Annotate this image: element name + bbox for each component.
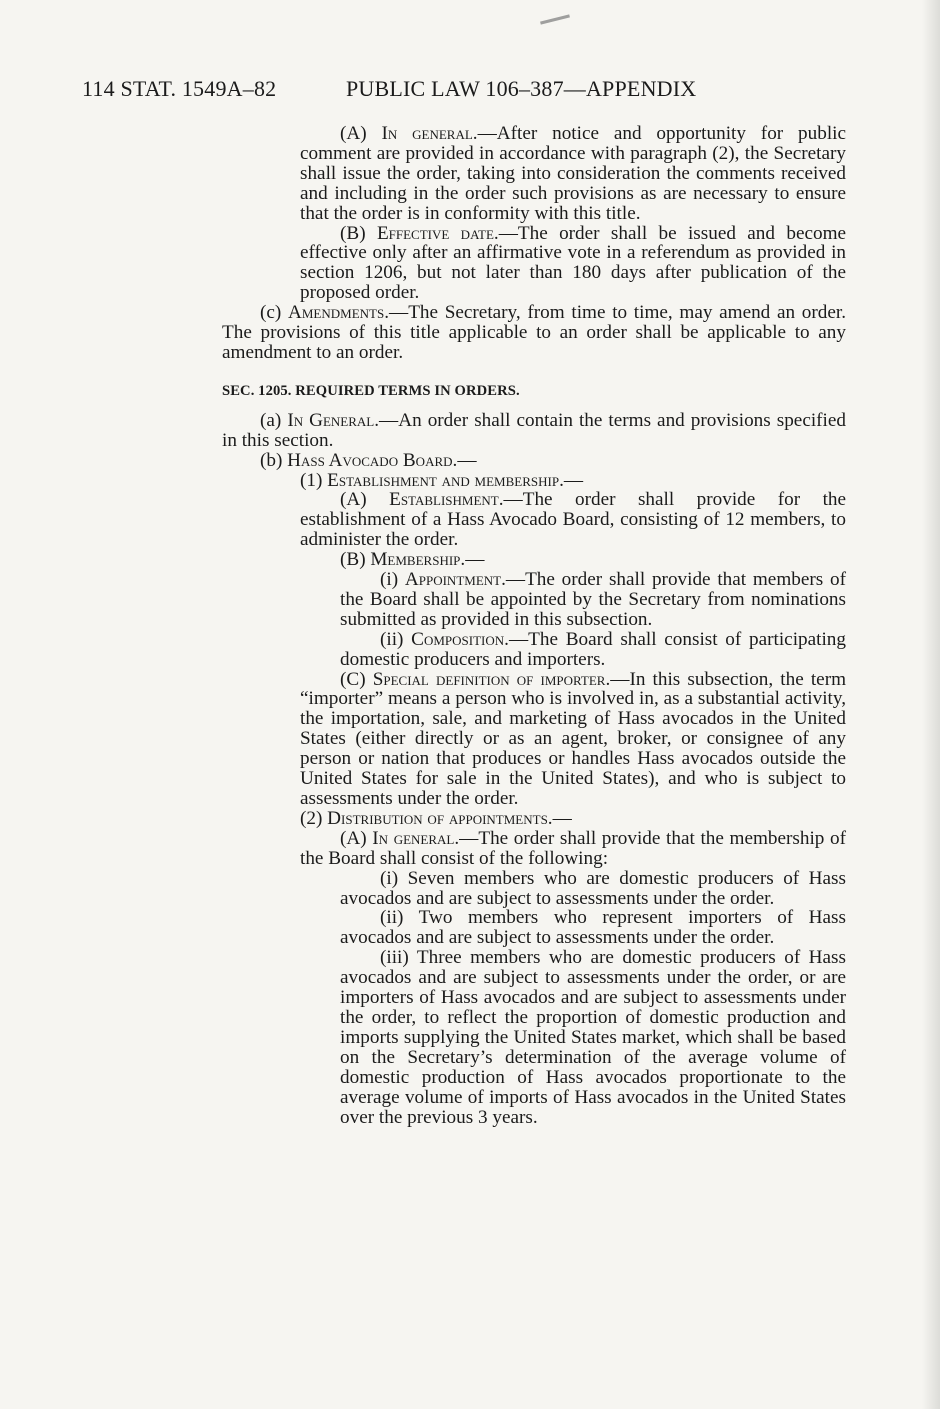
paragraph-text: — xyxy=(552,807,572,829)
paragraph-membership xyxy=(222,550,846,570)
paragraph-prefix: (A) xyxy=(340,123,382,144)
paragraph-text: — xyxy=(457,449,477,471)
scan-mark xyxy=(540,14,570,24)
paragraph-prefix: (b) xyxy=(260,449,288,471)
paragraph-text: —The Secretary, from time to time, may amend an order. The provisions of this title applicable to an order shall be applicable to any amendment to an order. xyxy=(222,302,847,363)
paragraph-text: —An order shall contain the terms and provisions specified in this section. xyxy=(222,409,847,451)
paragraph-composition xyxy=(222,630,846,670)
paragraph-text: —The order shall be issued and become effective only after an affirmative vote in a referendum as provided in section 1206, but not later than 180 days after publication of the proposed order. xyxy=(300,222,847,304)
paragraph-caption: Appointment. xyxy=(404,569,506,591)
paragraph-text: —In this subsection, the term “importer” means a person who is involved in, as a substantial activity, the importation, sale, and marketing of Hass avocados in the United States (either directly or as an agent, broker, or consignee of any person or nation that produces or handles Hass avocados outside the United States for sale in the United States), and who is subject to assessments under the order. xyxy=(300,668,847,809)
law-title: PUBLIC LAW 106–387—APPENDIX xyxy=(346,76,697,101)
paragraph-caption: In General. xyxy=(287,409,380,431)
section-heading: SEC. 1205. REQUIRED TERMS IN ORDERS. xyxy=(222,382,520,399)
paragraph-caption: Effective date. xyxy=(376,222,499,244)
paragraph-prefix: (B) xyxy=(340,222,377,244)
paragraph-text: — xyxy=(563,469,584,491)
paragraph-1-establishment-membership xyxy=(222,471,846,491)
paragraph-text: — xyxy=(465,549,485,571)
paragraph-distribution-in-general xyxy=(222,829,846,869)
paragraph-establishment xyxy=(222,490,846,550)
paragraph-two-members: (ii) Two members who represent importers of Hass avocados and are subject to assessments under the order. xyxy=(340,907,846,949)
paragraph-prefix: (i) xyxy=(380,569,405,591)
paragraph-text: —The order shall provide that the membership of the Board shall consist of the following: xyxy=(300,827,847,869)
paragraph-text: —The order shall provide for the establishment of a Hass Avocado Board, consisting of 12 members, to administer the order. xyxy=(300,489,847,551)
paragraph-caption: Amendments. xyxy=(288,302,389,324)
paragraph-text: —After notice and opportunity for public comment are provided in accordance with paragraph (2), the Secretary shall issue the order, taking into consideration the comments received and including in the order such provisions as are necessary to ensure that the order is in conformity with this title. xyxy=(300,123,846,224)
paragraph-prefix: (c) xyxy=(260,302,288,324)
paragraph-text: —The Board shall consist of participating domestic producers and importers. xyxy=(340,628,846,670)
paragraph-prefix: (A) xyxy=(340,827,373,849)
paragraph-prefix: (ii) xyxy=(380,628,412,650)
paragraph-caption: Distribution of appointments. xyxy=(327,807,553,829)
paragraph-special-definition-importer xyxy=(222,670,846,809)
paragraph-caption: Membership. xyxy=(370,549,466,571)
paragraph-in-general-issuance xyxy=(222,124,846,224)
paragraph-prefix: (a) xyxy=(260,409,288,431)
paragraph-appointment xyxy=(222,570,846,630)
paragraph-caption: Establishment. xyxy=(389,489,504,511)
paragraph-prefix: (B) xyxy=(340,549,371,571)
document-body xyxy=(222,124,846,1127)
paragraph-three-members: (iii) Three members who are domestic producers of Hass avocados and are subject to assessments under the order, or are importers of Hass avocados and are subject to assessments under the order, to reflect the proportion of domestic production and imports supplying the United States market, which shall be based on the Secretary’s determination of the average volume of domestic production of Hass avocados proportionate to the average volume of imports of Hass avocados in the United States over the previous 3 years. xyxy=(340,947,846,1128)
paragraph-caption: Establishment and membership. xyxy=(327,469,564,491)
paragraph-amendments xyxy=(222,303,846,363)
paragraph-caption: Special definition of importer. xyxy=(372,668,611,690)
paragraph-caption: In general. xyxy=(381,123,478,144)
paragraph-effective-date xyxy=(222,224,846,304)
paragraph-prefix: (C) xyxy=(340,668,373,690)
running-header xyxy=(82,76,862,104)
page-edge-shadow xyxy=(922,0,940,1409)
paragraph-prefix: (A) xyxy=(340,489,390,511)
paragraph-a-in-general xyxy=(222,411,846,451)
paragraph-seven-members: (i) Seven members who are domestic producers of Hass avocados and are subject to assessments under the order. xyxy=(340,867,846,909)
paragraph-caption: Composition. xyxy=(411,628,509,650)
paragraph-prefix: (1) xyxy=(300,469,328,491)
paragraph-prefix: (2) xyxy=(300,807,328,829)
statute-citation: 114 STAT. 1549A–82 xyxy=(82,76,277,101)
paragraph-2-distribution xyxy=(222,809,846,829)
paragraph-caption: Hass Avocado Board. xyxy=(287,449,458,471)
paragraph-caption: In general. xyxy=(372,827,460,849)
paragraph-text: —The order shall provide that members of the Board shall be appointed by the Secretary from nominations submitted as provided in this subsection. xyxy=(340,569,846,630)
paragraph-b-hass-avocado-board xyxy=(222,451,846,471)
